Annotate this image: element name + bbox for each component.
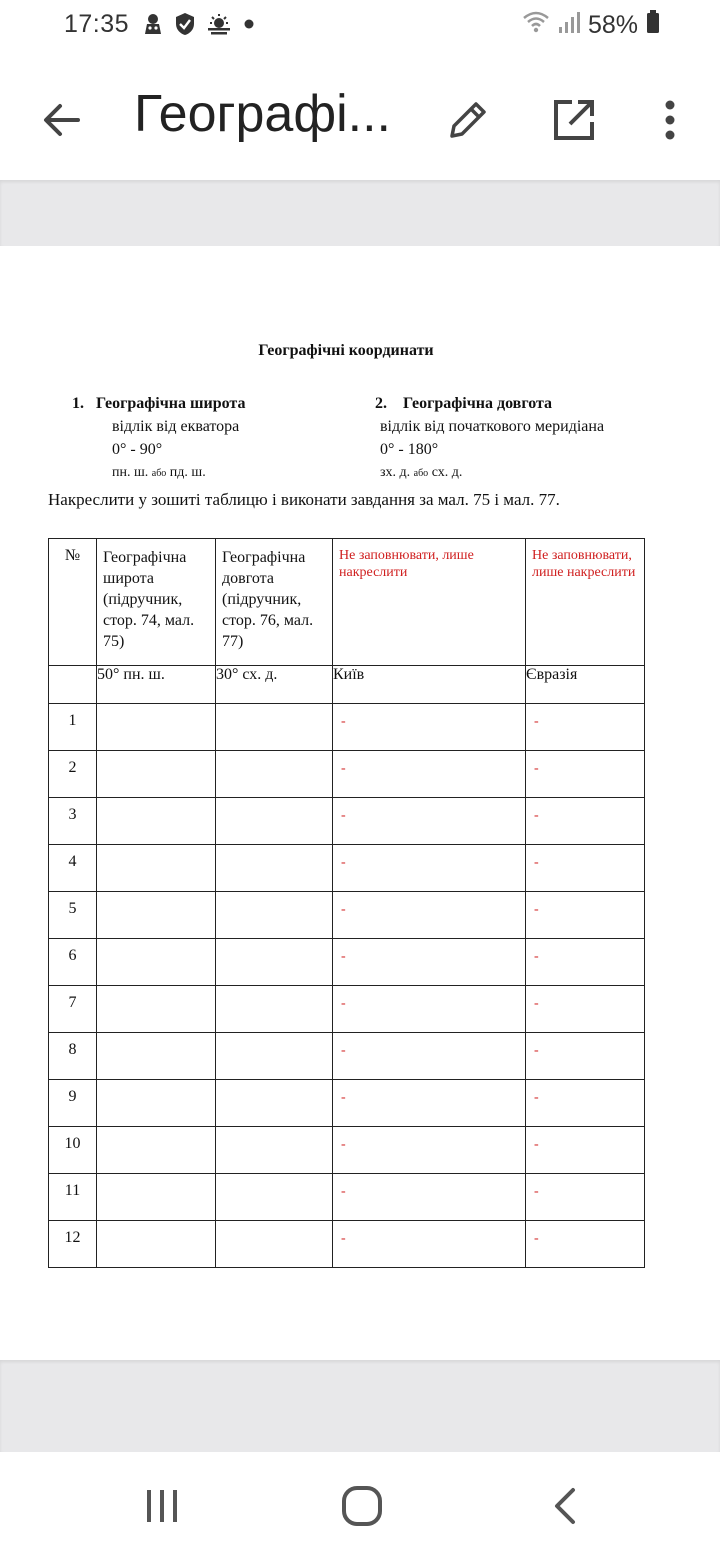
coordinates-table <box>48 538 645 1268</box>
header-longitude: Географічна довгота (підручник, стор. 76, мал. 77) <box>216 539 333 666</box>
table-row <box>49 1033 645 1080</box>
row-number: 12 <box>49 1221 97 1268</box>
battery-percent: 58% <box>587 11 638 39</box>
recent-apps-icon <box>142 1486 182 1526</box>
row-longitude-cell <box>216 892 333 939</box>
app-bar <box>0 54 720 180</box>
row-dash-cell: - <box>526 704 645 751</box>
page-title: Географічні координати <box>258 342 434 359</box>
longitude-line2: 0° - 180° <box>380 441 439 458</box>
status-bar <box>0 0 720 54</box>
row-number: 4 <box>49 845 97 892</box>
table-row <box>49 845 645 892</box>
row-latitude-cell <box>97 1080 216 1127</box>
table-example-row <box>49 666 645 704</box>
row-longitude-cell <box>216 751 333 798</box>
row-dash-cell: - <box>333 1221 526 1268</box>
row-dash-cell: - <box>526 798 645 845</box>
row-dash-cell: - <box>526 1127 645 1174</box>
row-latitude-cell <box>97 798 216 845</box>
row-dash-cell: - <box>333 845 526 892</box>
row-latitude-cell <box>97 751 216 798</box>
back-nav-button[interactable] <box>534 1480 594 1532</box>
table-row <box>49 892 645 939</box>
row-dash-cell: - <box>526 845 645 892</box>
row-latitude-cell <box>97 1221 216 1268</box>
row-dash-cell: - <box>526 1221 645 1268</box>
chevron-left-icon <box>549 1486 579 1526</box>
row-longitude-cell <box>216 798 333 845</box>
example-latitude: 50° пн. ш. <box>97 666 216 704</box>
row-latitude-cell <box>97 892 216 939</box>
row-latitude-cell <box>97 704 216 751</box>
status-time: 17:35 <box>64 10 130 38</box>
table-row <box>49 986 645 1033</box>
row-dash-cell: - <box>333 751 526 798</box>
home-icon <box>340 1484 384 1528</box>
row-longitude-cell <box>216 1221 333 1268</box>
row-latitude-cell <box>97 1033 216 1080</box>
document-page <box>0 246 720 1360</box>
example-city: Київ <box>333 666 526 704</box>
longitude-heading: 2. Географічна довгота <box>375 395 553 412</box>
table-row <box>49 798 645 845</box>
row-dash-cell: - <box>333 986 526 1033</box>
row-latitude-cell <box>97 939 216 986</box>
longitude-line3: зх. д. або сх. д. <box>380 465 463 480</box>
row-longitude-cell <box>216 1127 333 1174</box>
row-dash-cell: - <box>333 892 526 939</box>
row-number: 6 <box>49 939 97 986</box>
header-latitude: Географічна широта (підручник, стор. 74, мал. 75) <box>97 539 216 666</box>
open-external-button[interactable] <box>546 92 602 148</box>
battery-icon <box>646 10 660 41</box>
latitude-heading: 1. Географічна широта <box>72 395 246 412</box>
recent-apps-button[interactable] <box>132 1480 192 1532</box>
row-dash-cell: - <box>333 798 526 845</box>
status-icons-left <box>142 12 256 41</box>
row-number: 5 <box>49 892 97 939</box>
section-longitude <box>375 392 604 485</box>
example-longitude: 30° сх. д. <box>216 666 333 704</box>
more-options-button[interactable] <box>650 92 690 148</box>
table-header-row <box>49 539 645 666</box>
row-number: 1 <box>49 704 97 751</box>
row-longitude-cell <box>216 1033 333 1080</box>
latitude-line1: відлік від екватора <box>112 418 240 435</box>
weather-icon <box>206 13 232 40</box>
status-right <box>522 10 660 41</box>
viewer-margin-bottom <box>0 1360 720 1452</box>
row-number: 11 <box>49 1174 97 1221</box>
example-continent: Євразія <box>526 666 645 704</box>
row-dash-cell: - <box>526 1033 645 1080</box>
table-row <box>49 1127 645 1174</box>
row-longitude-cell <box>216 986 333 1033</box>
table-row <box>49 939 645 986</box>
row-dash-cell: - <box>526 751 645 798</box>
row-dash-cell: - <box>333 704 526 751</box>
signal-icon <box>558 10 580 41</box>
home-button[interactable] <box>332 1480 392 1532</box>
row-longitude-cell <box>216 1174 333 1221</box>
row-dash-cell: - <box>526 986 645 1033</box>
back-button[interactable] <box>36 94 88 146</box>
viewer-margin-top <box>0 180 720 246</box>
table-row <box>49 751 645 798</box>
row-longitude-cell <box>216 1080 333 1127</box>
row-number: 2 <box>49 751 97 798</box>
table-row <box>49 704 645 751</box>
row-number: 3 <box>49 798 97 845</box>
arrow-left-icon <box>42 100 82 140</box>
table-row <box>49 1221 645 1268</box>
notification-icon <box>142 12 164 41</box>
header-number: № <box>49 539 97 666</box>
pencil-icon <box>446 98 490 142</box>
row-dash-cell: - <box>333 1033 526 1080</box>
latitude-line2: 0° - 90° <box>112 441 163 458</box>
system-nav-bar <box>0 1452 720 1560</box>
row-latitude-cell <box>97 986 216 1033</box>
row-dash-cell: - <box>526 892 645 939</box>
row-dash-cell: - <box>333 1080 526 1127</box>
latitude-line3: пн. ш. або пд. ш. <box>112 465 206 480</box>
longitude-line1: відлік від початкового меридіана <box>380 418 605 435</box>
row-dash-cell: - <box>526 1080 645 1127</box>
edit-button[interactable] <box>440 92 496 148</box>
header-col4: Не заповнювати, лише накреслити <box>333 539 526 666</box>
table-row <box>49 1174 645 1221</box>
row-number: 7 <box>49 986 97 1033</box>
row-latitude-cell <box>97 1127 216 1174</box>
row-number: 10 <box>49 1127 97 1174</box>
row-longitude-cell <box>216 845 333 892</box>
row-dash-cell: - <box>526 939 645 986</box>
example-number <box>49 666 97 704</box>
row-number: 9 <box>49 1080 97 1127</box>
table-row <box>49 1080 645 1127</box>
row-longitude-cell <box>216 939 333 986</box>
header-col5: Не заповнювати, лише накреслити <box>526 539 645 666</box>
task-text: Накреслити у зошиті таблицю і виконати завдання за мал. 75 і мал. 77. <box>48 490 560 509</box>
dot-icon <box>242 17 256 36</box>
shield-icon <box>174 12 196 41</box>
more-vert-icon <box>664 100 676 140</box>
row-dash-cell: - <box>526 1174 645 1221</box>
row-longitude-cell <box>216 704 333 751</box>
row-dash-cell: - <box>333 1174 526 1221</box>
row-number: 8 <box>49 1033 97 1080</box>
wifi-icon <box>522 10 550 41</box>
row-latitude-cell <box>97 1174 216 1221</box>
section-latitude <box>72 392 245 485</box>
row-dash-cell: - <box>333 939 526 986</box>
row-latitude-cell <box>97 845 216 892</box>
row-dash-cell: - <box>333 1127 526 1174</box>
document-title: Географі... <box>134 85 392 143</box>
open-in-new-icon <box>552 98 596 142</box>
